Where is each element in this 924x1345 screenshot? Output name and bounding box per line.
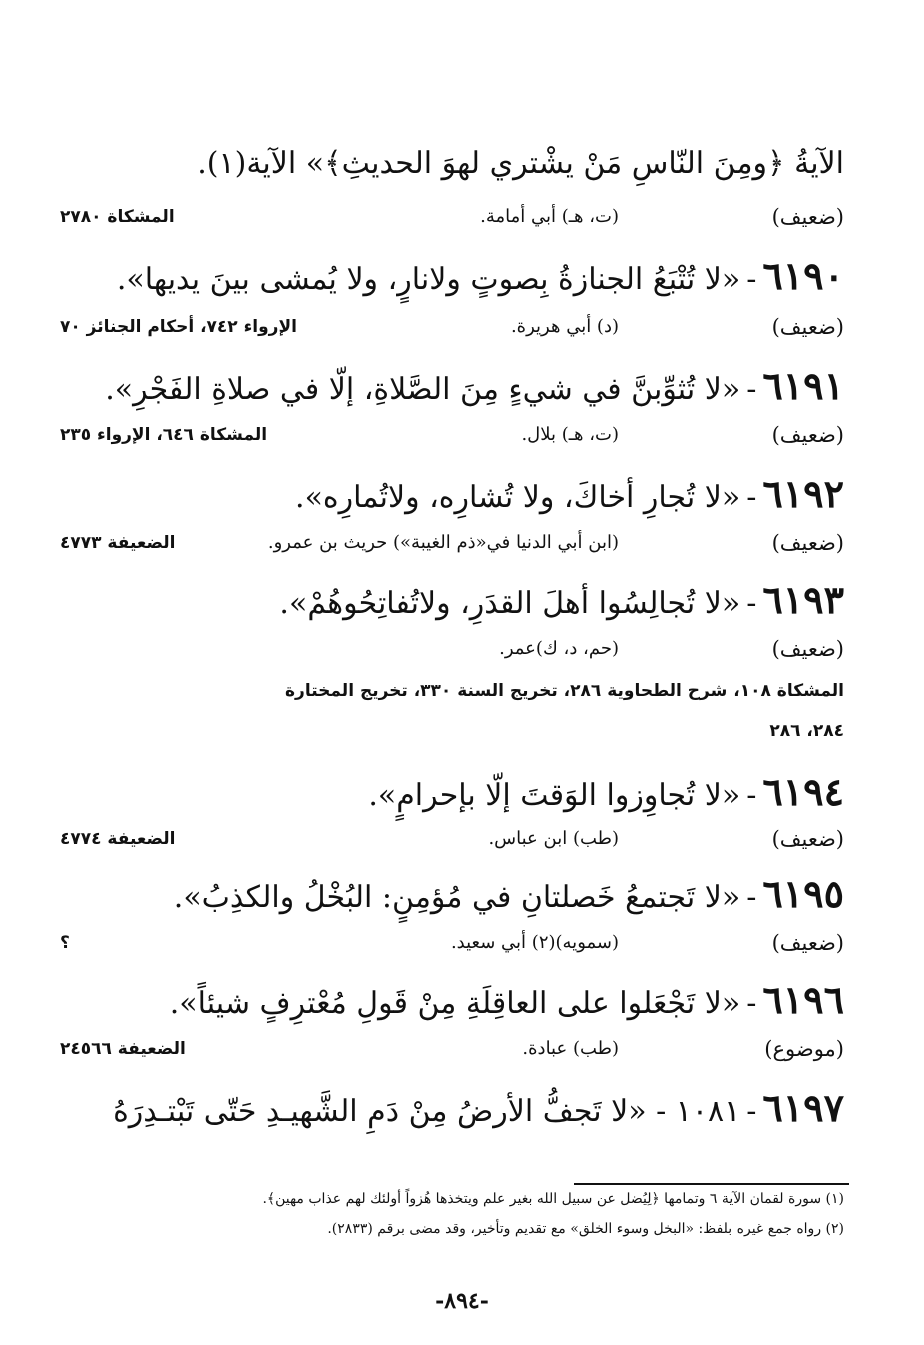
- hadith-line: [60, 254, 844, 302]
- reference-label: المشكاة ٦٤٦، الإرواء ٢٣٥: [60, 425, 268, 445]
- hadith-text: ١٠٨١ - «لا تَجفُّ الأرضُ مِنْ دَمِ الشَّهيـدِ حَتّى تَبْتـدِرَهُ: [113, 1094, 741, 1129]
- grade-label: (ضعيف): [771, 205, 844, 229]
- footnote: (٢) رواه جمع غيره بلفظ: «البخل وسوء الخلق» مع تقديم وتأخير، وقد مضى برقم (٢٨٣٣).: [327, 1221, 844, 1237]
- grading-row: [60, 200, 844, 234]
- reference-label: المشكاة ٢٧٨٠: [60, 207, 175, 227]
- hadith-number: ٦١٩٧: [762, 1085, 844, 1130]
- reference-label: الإرواء ٧٤٢، أحكام الجنائز ٧٠: [60, 317, 297, 337]
- grading-row: [60, 926, 844, 960]
- source-label: (طب) عبادة.: [522, 1038, 619, 1059]
- separator: -: [746, 586, 757, 621]
- hadith-line: [60, 364, 844, 412]
- hadith-number: ٦١٩٦: [762, 977, 844, 1022]
- source-label: (ت، هـ) أبي أمامة.: [480, 206, 619, 227]
- grading-row: [60, 632, 844, 666]
- separator: -: [746, 480, 757, 515]
- grade-label: (ضعيف): [771, 315, 844, 339]
- reference-label: ؟: [60, 933, 70, 953]
- grade-label: (ضعيف): [771, 637, 844, 661]
- grade-label: (ضعيف): [771, 531, 844, 555]
- separator: -: [746, 986, 757, 1021]
- hadith-line: [60, 578, 844, 626]
- grade-label: (ضعيف): [771, 931, 844, 955]
- hadith-text: «لا تُثوِّبنَّ في شيءٍ مِنَ الصَّلاةِ، إلّا في صلاةِ الفَجْرِ».: [105, 372, 741, 407]
- separator: -: [746, 372, 757, 407]
- footnote: (١) سورة لقمان الآية ٦ وتمامها ﴿لِيُضل عن سبيل الله بغير علم ويتخذها هُزواً أولئك لهم عذاب مهين﴾.: [262, 1191, 844, 1207]
- hadith-text: «لا تُتْبَعُ الجنازةُ بِصوتٍ ولانارٍ، ولا يُمشى بينَ يديها».: [116, 262, 741, 297]
- continued-text-line: الآيةُ ﴿ومِنَ النّاسِ مَنْ يشْتري لهوَ الحديثِ﴾» الآية(١).: [197, 146, 844, 181]
- footnote-divider: [574, 1183, 849, 1185]
- reference-label: الضعيفة ٤٧٧٤: [60, 829, 176, 849]
- source-label: (طب) ابن عباس.: [488, 828, 619, 849]
- grading-row: [60, 310, 844, 344]
- separator: -: [746, 778, 757, 813]
- hadith-text: «لا تَجتمعُ خَصلتانِ في مُؤمِنٍ: البُخْلُ والكذِبُ».: [173, 880, 741, 915]
- hadith-line: [60, 1086, 844, 1134]
- grading-row: [60, 418, 844, 452]
- hadith-line: [60, 978, 844, 1026]
- separator: -: [746, 262, 757, 297]
- hadith-text: «لا تَجْعَلوا على العاقِلَةِ مِنْ قَولِ مُعْترِفٍ شيئاً».: [169, 986, 741, 1021]
- hadith-number: ٦١٩٣: [762, 577, 844, 622]
- hadith-number: ٦١٩١: [762, 363, 844, 408]
- hadith-text: «لا تُجاوِزوا الوَقتَ إلّا بإحرامٍ».: [368, 778, 741, 813]
- grade-label: (موضوع): [764, 1037, 844, 1061]
- hadith-number: ٦١٩٢: [762, 471, 844, 516]
- source-label: (حم، د، ك)عمر.: [499, 638, 619, 659]
- hadith-number: ٦١٩٤: [762, 769, 844, 814]
- hadith-line: [60, 770, 844, 818]
- grade-label: (ضعيف): [771, 423, 844, 447]
- hadith-number: ٦١٩٠: [762, 253, 844, 298]
- grading-row: [60, 1032, 844, 1066]
- hadith-line: [60, 872, 844, 920]
- reference-label: الضعيفة ٢٤٥٦٦: [60, 1039, 186, 1059]
- hadith-text: «لا تُجالِسُوا أهلَ القدَرِ، ولاتُفاتِحُوهُمْ».: [279, 586, 741, 621]
- source-label: (ت، هـ) بلال.: [521, 424, 619, 445]
- reference-line: ٢٨٤، ٢٨٦: [769, 721, 844, 741]
- grade-label: (ضعيف): [771, 827, 844, 851]
- separator: -: [746, 880, 757, 915]
- source-label: (د) أبي هريرة.: [510, 316, 619, 337]
- hadith-number: ٦١٩٥: [762, 871, 844, 916]
- grading-row: [60, 526, 844, 560]
- hadith-line: [60, 472, 844, 520]
- source-label: (ابن أبي الدنيا في«ذم الغيبة») حريث بن عمرو.: [267, 532, 619, 553]
- source-label: (سمويه)(٢) أبي سعيد.: [450, 932, 619, 953]
- separator: -: [746, 1094, 757, 1129]
- hadith-text: «لا تُجارِ أخاكَ، ولا تُشارِه، ولاتُمارِه».: [295, 480, 741, 515]
- reference-line: المشكاة ١٠٨، شرح الطحاوية ٢٨٦، تخريج السنة ٣٣٠، تخريج المختارة: [285, 681, 844, 701]
- reference-label: الضعيفة ٤٧٧٣: [60, 533, 176, 553]
- page-number: -٨٩٤-: [435, 1288, 489, 1314]
- grading-row: [60, 822, 844, 856]
